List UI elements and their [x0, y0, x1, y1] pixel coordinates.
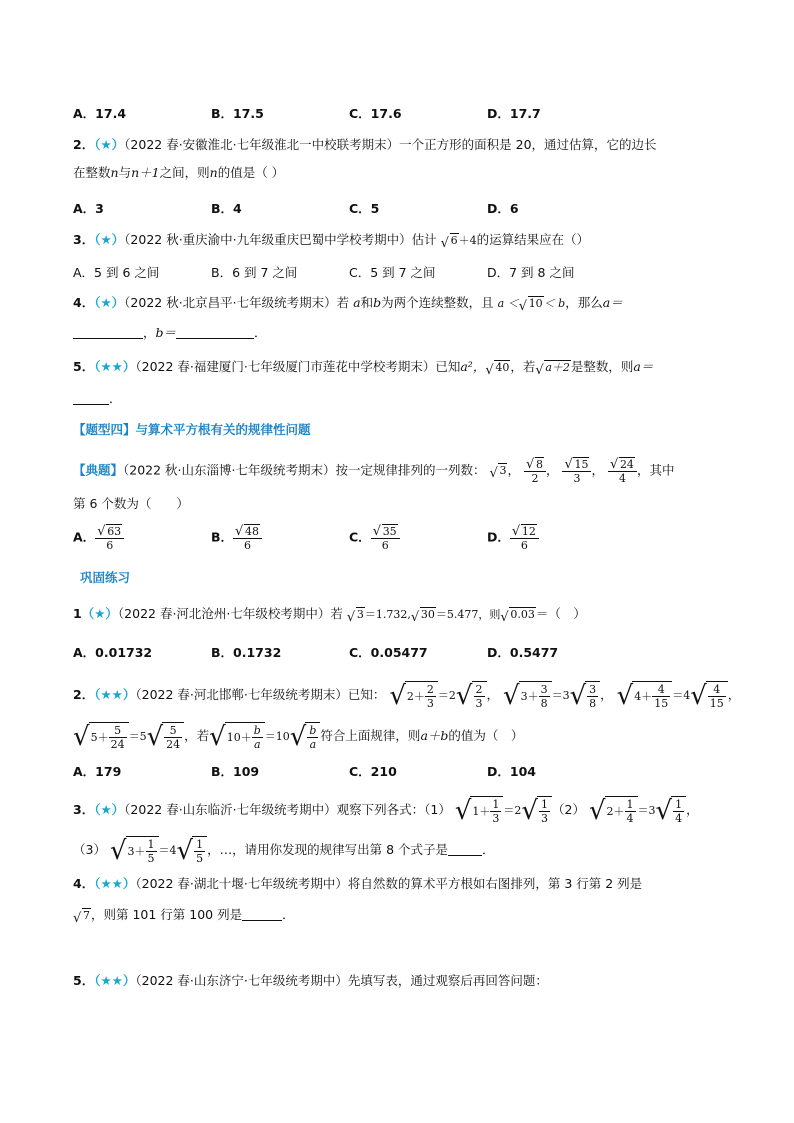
option-d: D． √ 12 6 — [487, 524, 539, 552]
identity-4: √ 5 ＋ $\frac{5}{24}$ ＝ 5 √ $\frac{5}{24}$ — [73, 722, 184, 751]
var-a: a — [353, 295, 361, 310]
text: 为两个连续整数，且 — [381, 295, 494, 310]
fraction-1: √ 8 2 — [524, 457, 546, 485]
radicand: 0.03 — [510, 607, 535, 621]
practice-2-line-2 — [73, 722, 523, 751]
option-c: C．17.6 — [349, 106, 402, 121]
option-d: D．0.5477 — [487, 645, 559, 660]
identity-3: √ 4 ＋ $\frac{4}{15}$ ＝ 4 √ $\frac{4}{15}$ — [617, 681, 728, 710]
denominator: 15 — [709, 697, 724, 710]
denominator: 6 — [371, 538, 400, 552]
option-d: D．6 — [487, 201, 519, 216]
option-label: C． — [349, 529, 371, 545]
expr-a-plus-b: a＋b — [420, 728, 449, 743]
numerator: 2 — [426, 683, 434, 696]
denominator: 3 — [426, 697, 434, 710]
integer: 1 — [472, 804, 480, 818]
example-line-1: 【典题】（2022 秋·山东淄博·七年级统考期末）按一定规律排列的一列数： √ 3， √ 8 2 ， √ 15 3 ， √ 24 4 ，其中 — [73, 457, 675, 485]
option-label: B． — [211, 529, 234, 545]
numerator: 3 — [540, 683, 548, 696]
denominator: 3 — [475, 697, 483, 710]
numerator: 1 — [675, 798, 683, 811]
difficulty-star-icon: （★★） — [94, 687, 136, 702]
question-4-line-1 — [73, 294, 623, 313]
a-squared: a²， — [460, 359, 486, 374]
text: ＝（ ） — [535, 606, 586, 621]
text: ，那么 — [565, 295, 603, 310]
question-5-line-1 — [73, 358, 653, 377]
a-equals: a＝ — [602, 295, 623, 310]
a-equals: a＝ — [633, 359, 654, 374]
denominator: 5 — [196, 852, 204, 865]
question-2-line-1 — [73, 136, 657, 154]
text: ，若 — [184, 728, 210, 743]
example-label: 【典题】 — [73, 462, 124, 478]
option-a: A．179 — [73, 764, 122, 779]
question-number: 2． — [73, 137, 95, 152]
var-n: n — [110, 165, 119, 180]
example-line-2: 第 6 个数为（ ） — [73, 496, 189, 511]
radicand: 8 — [535, 458, 543, 471]
question-number: 1 — [73, 606, 82, 621]
radicand: 40 — [495, 360, 510, 374]
denominator: 3 — [541, 812, 548, 825]
difficulty-star-icon: （★） — [94, 802, 125, 817]
text: ． — [482, 842, 495, 857]
denominator: a — [252, 737, 263, 751]
section-title: 【题型四】与算术平方根有关的规律性问题 — [73, 422, 311, 437]
integer: 2 — [406, 689, 414, 703]
numerator: b — [253, 724, 261, 737]
denominator: 24 — [166, 738, 181, 751]
difficulty-star-icon: （★） — [94, 232, 125, 247]
denominator: 6 — [95, 538, 124, 552]
question-text: （2022 秋·山东淄博·七年级统考期末）按一定规律排列的一列数： — [123, 462, 486, 478]
coefficient: 5 — [139, 729, 147, 743]
answer-blank-b[interactable] — [176, 326, 254, 339]
identity-2: √ 2 ＋ $\frac{1}{4}$ ＝ 3 √ $\frac{1}{4}$ — [589, 796, 686, 825]
practice-4-line-2 — [73, 906, 295, 925]
integer: 10 — [226, 730, 241, 744]
radicand: 35 — [382, 525, 397, 538]
difficulty-star-icon: （★） — [94, 137, 125, 152]
radicand: 12 — [521, 525, 536, 538]
fraction-2: √ 15 3 — [562, 457, 591, 485]
option-a: A．17.4 — [73, 106, 127, 121]
denominator: a — [307, 737, 318, 751]
difficulty-star-icon: （★） — [94, 295, 125, 310]
radicand: 48 — [245, 525, 260, 538]
sqrt-10: √ 10 — [518, 296, 543, 314]
option-d: D．7 到 8 之间 — [487, 265, 575, 280]
var-n: n — [209, 165, 218, 180]
option-label: A． — [73, 529, 96, 545]
question-text: （2022 春·河北沧州·七年级校考期中）若 — [117, 606, 343, 621]
practice-5-line-1 — [73, 972, 548, 990]
denominator: 15 — [654, 697, 669, 710]
option-b: B．109 — [211, 764, 260, 779]
option-a: A．5 到 6 之间 — [73, 265, 160, 280]
text: ，其中 — [636, 462, 675, 478]
numerator: 2 — [475, 683, 483, 696]
practice-3-line-1: 3．（★）（2022 春·山东临沂·七年级统考期中）观察下列各式：（1） √ 1 ＋ $\frac{1}{3}$ ＝ 2 √ $\frac{1}{3}$ （2） √ 2 ＋ $\frac{1}{4}$ ＝ 3 √ $\frac{1}{4}$ ， — [73, 795, 699, 826]
question-text: （2022 秋·重庆渝中·九年级重庆巴蜀中学校考期中）估计 — [124, 232, 437, 247]
practice-2-line-1: 2．（★★）（2022 春·河北邯郸·七年级统考期末）已知： √ 2 ＋ $\frac{2}{3}$ ＝ 2 √ $\frac{2}{3}$ ， √ 3 ＋ $\frac{3}{8}$ ＝ 3 √ $\frac{3}{8}$ ， √ 4 ＋ $\frac{4}{15}$ ＝ 4 √ $\frac{4}{15}$ ， — [73, 680, 741, 711]
answer-blank[interactable] — [448, 843, 482, 856]
option-a: A． √ 63 6 — [73, 524, 124, 552]
sqrt-6: √ 6 — [440, 233, 458, 251]
radicand: 3 — [499, 464, 507, 477]
option-b: B．4 — [211, 201, 242, 216]
fraction-3: √ 24 4 — [608, 457, 637, 485]
option-c: C．0.05477 — [349, 645, 428, 660]
text: ． — [109, 391, 122, 406]
numerator: 1 — [492, 798, 500, 811]
ineq-left: a ＜ — [497, 297, 519, 310]
sqrt-40: √ 40 — [485, 360, 510, 378]
integer: 3 — [127, 844, 135, 858]
question-5-line-2 — [73, 390, 122, 408]
question-text: （2022 春·安徽淮北·七年级淮北一中校联考期末）一个正方形的面积是 20，通过估算，它的边长 — [124, 137, 657, 152]
item-label: （2） — [552, 802, 585, 817]
text: 是整数，则 — [570, 359, 634, 374]
numerator: 5 — [114, 724, 122, 737]
denominator: 6 — [233, 538, 262, 552]
option-c: C．210 — [349, 764, 397, 779]
question-number: 3． — [73, 802, 95, 817]
radicand: 30 — [420, 607, 435, 621]
identity-1: √ 2 ＋ $\frac{2}{3}$ ＝ 2 √ $\frac{2}{3}$ — [389, 681, 486, 710]
var-b: b — [373, 295, 382, 310]
answer-blank-a[interactable] — [73, 326, 143, 339]
value: ＝5.477，则 — [435, 608, 501, 621]
option-d: D．17.7 — [487, 106, 541, 121]
question-3-line-1 — [73, 231, 589, 250]
text: 和 — [360, 295, 374, 310]
radicand: 6 — [450, 233, 458, 247]
option-b: B． √ 48 6 — [211, 524, 262, 552]
difficulty-star-icon: （★） — [81, 606, 118, 621]
answer-blank[interactable] — [242, 908, 282, 921]
question-text: （2022 春·福建厦门·七年级厦门市莲花中学校考期末）已知 — [135, 359, 461, 374]
text: ，则第 101 行第 100 列是 — [91, 907, 243, 922]
sqrt-7: √ 7 — [73, 908, 90, 926]
coefficient: 4 — [169, 843, 177, 857]
value: ＝1.732, — [364, 608, 411, 621]
text: 的运算结果应在（） — [476, 232, 590, 247]
sqrt-30: √ 30 — [410, 607, 435, 625]
question-number: 5． — [73, 359, 95, 374]
option-d: D．104 — [487, 764, 536, 779]
coefficient: 2 — [448, 688, 456, 702]
radicand: 15 — [574, 458, 589, 471]
numerator: 1 — [626, 798, 634, 811]
sqrt-3: √ 3 — [346, 607, 364, 625]
text: ， — [143, 325, 156, 340]
question-text: （2022 春·河北邯郸·七年级统考期末）已知： — [135, 687, 386, 702]
denominator: 4 — [608, 471, 637, 485]
denominator: 4 — [626, 812, 634, 825]
text: ． — [254, 325, 267, 340]
option-b: B．0.1732 — [211, 645, 282, 660]
identity-3: √ 3 ＋ $\frac{1}{5}$ ＝ 4 √ $\frac{1}{5}$ — [110, 836, 207, 865]
text: ． — [282, 907, 295, 922]
integer: 2 — [606, 804, 614, 818]
numerator: 4 — [713, 683, 721, 696]
question-number: 4． — [73, 295, 95, 310]
numerator: b — [309, 724, 317, 737]
question-text: （2022 春·湖北十堰·七年级统考期中）将自然数的算术平方根如右图排列，第 3 行第 2 列是 — [135, 876, 643, 891]
coefficient: 3 — [648, 803, 656, 817]
question-number: 4． — [73, 876, 95, 891]
difficulty-star-icon: （★★） — [94, 876, 136, 891]
practice-3-line-2 — [73, 836, 495, 865]
numerator: 1 — [541, 798, 548, 811]
expr-tail: ＋4 — [458, 234, 477, 247]
practice-4-line-1 — [73, 875, 642, 893]
text: ，若 — [510, 359, 536, 374]
denominator: 24 — [110, 738, 125, 751]
question-number: 3． — [73, 232, 95, 247]
sqrt-0.03: √ 0.03 — [500, 607, 535, 625]
option-c: C． √ 35 6 — [349, 524, 400, 552]
integer: 5 — [90, 730, 98, 744]
text: 的值是（ ） — [217, 165, 285, 180]
radicand: 10 — [528, 296, 543, 310]
denominator: 6 — [510, 538, 539, 552]
question-text: （2022 春·山东济宁·七年级统考期中）先填写表，通过观察后再回答问题： — [135, 973, 548, 988]
radicand: 7 — [83, 908, 90, 922]
option-b: B．17.5 — [211, 106, 264, 121]
numerator: 4 — [657, 683, 665, 696]
option-a: A．0.01732 — [73, 645, 153, 660]
radicand: 24 — [619, 458, 634, 471]
text: 之间，则 — [159, 165, 210, 180]
option-a: A．3 — [73, 201, 104, 216]
option-label: D． — [487, 529, 510, 545]
option-b: B．6 到 7 之间 — [211, 265, 298, 280]
text: 与 — [118, 165, 132, 180]
identity-1: √ 1 ＋ $\frac{1}{3}$ ＝ 2 √ $\frac{1}{3}$ — [455, 796, 552, 825]
denominator: 3 — [492, 812, 500, 825]
question-number: 2． — [73, 687, 95, 702]
expr-n-plus-1: n＋1 — [131, 165, 160, 180]
denominator: 8 — [540, 697, 548, 710]
integer: 3 — [520, 689, 528, 703]
text: ，…，请用你发现的规律写出第 8 个式子是 — [207, 842, 448, 857]
item-label: （1） — [424, 802, 451, 817]
answer-blank[interactable] — [73, 392, 109, 405]
text: 在整数 — [73, 165, 111, 180]
difficulty-star-icon: （★★） — [94, 973, 136, 988]
option-c: C．5 — [349, 201, 380, 216]
denominator: 2 — [524, 471, 546, 485]
sqrt-a-plus-2: √ a＋2 — [535, 360, 570, 378]
item-label: （3） — [73, 842, 106, 857]
identity-general: √ 10 ＋ $\frac{b}{a}$ ＝ 10 √ $\frac{b}{a}$ — [209, 722, 320, 751]
coefficient: 3 — [562, 688, 570, 702]
ineq-right: ＜ b — [543, 297, 566, 310]
coefficient: 4 — [683, 688, 691, 702]
practice-1-line — [73, 605, 586, 624]
integer: 4 — [634, 689, 642, 703]
numerator: 1 — [147, 838, 155, 851]
coefficient: 2 — [514, 803, 522, 817]
identity-2: √ 3 ＋ $\frac{3}{8}$ ＝ 3 √ $\frac{3}{8}$ — [503, 681, 600, 710]
radicand: 3 — [356, 607, 364, 621]
denominator: 4 — [675, 812, 683, 825]
denominator: 8 — [589, 697, 597, 710]
question-number: 5． — [73, 973, 95, 988]
numerator: 5 — [169, 724, 177, 737]
practice-heading: 巩固练习 — [80, 570, 131, 585]
denominator: 3 — [562, 471, 591, 485]
question-4-line-2 — [73, 324, 267, 342]
question-2-line-2 — [73, 164, 284, 182]
numerator: 1 — [196, 838, 204, 851]
text: 的值为（ ） — [448, 728, 524, 743]
denominator: 5 — [147, 852, 155, 865]
question-text: （2022 秋·北京昌平·七年级统考期末）若 — [124, 295, 350, 310]
radicand: 63 — [107, 525, 122, 538]
radicand: a＋2 — [545, 360, 570, 374]
option-c: C．5 到 7 之间 — [349, 265, 436, 280]
numerator: 3 — [589, 683, 597, 696]
question-text: （2022 春·山东临沂·七年级统考期中）观察下列各式： — [124, 802, 425, 817]
text: 符合上面规律，则 — [320, 728, 421, 743]
sqrt-3: √ 3 — [489, 464, 507, 481]
coefficient: 10 — [275, 729, 290, 743]
difficulty-star-icon: （★★） — [94, 359, 136, 374]
b-equals: b＝ — [155, 325, 177, 340]
